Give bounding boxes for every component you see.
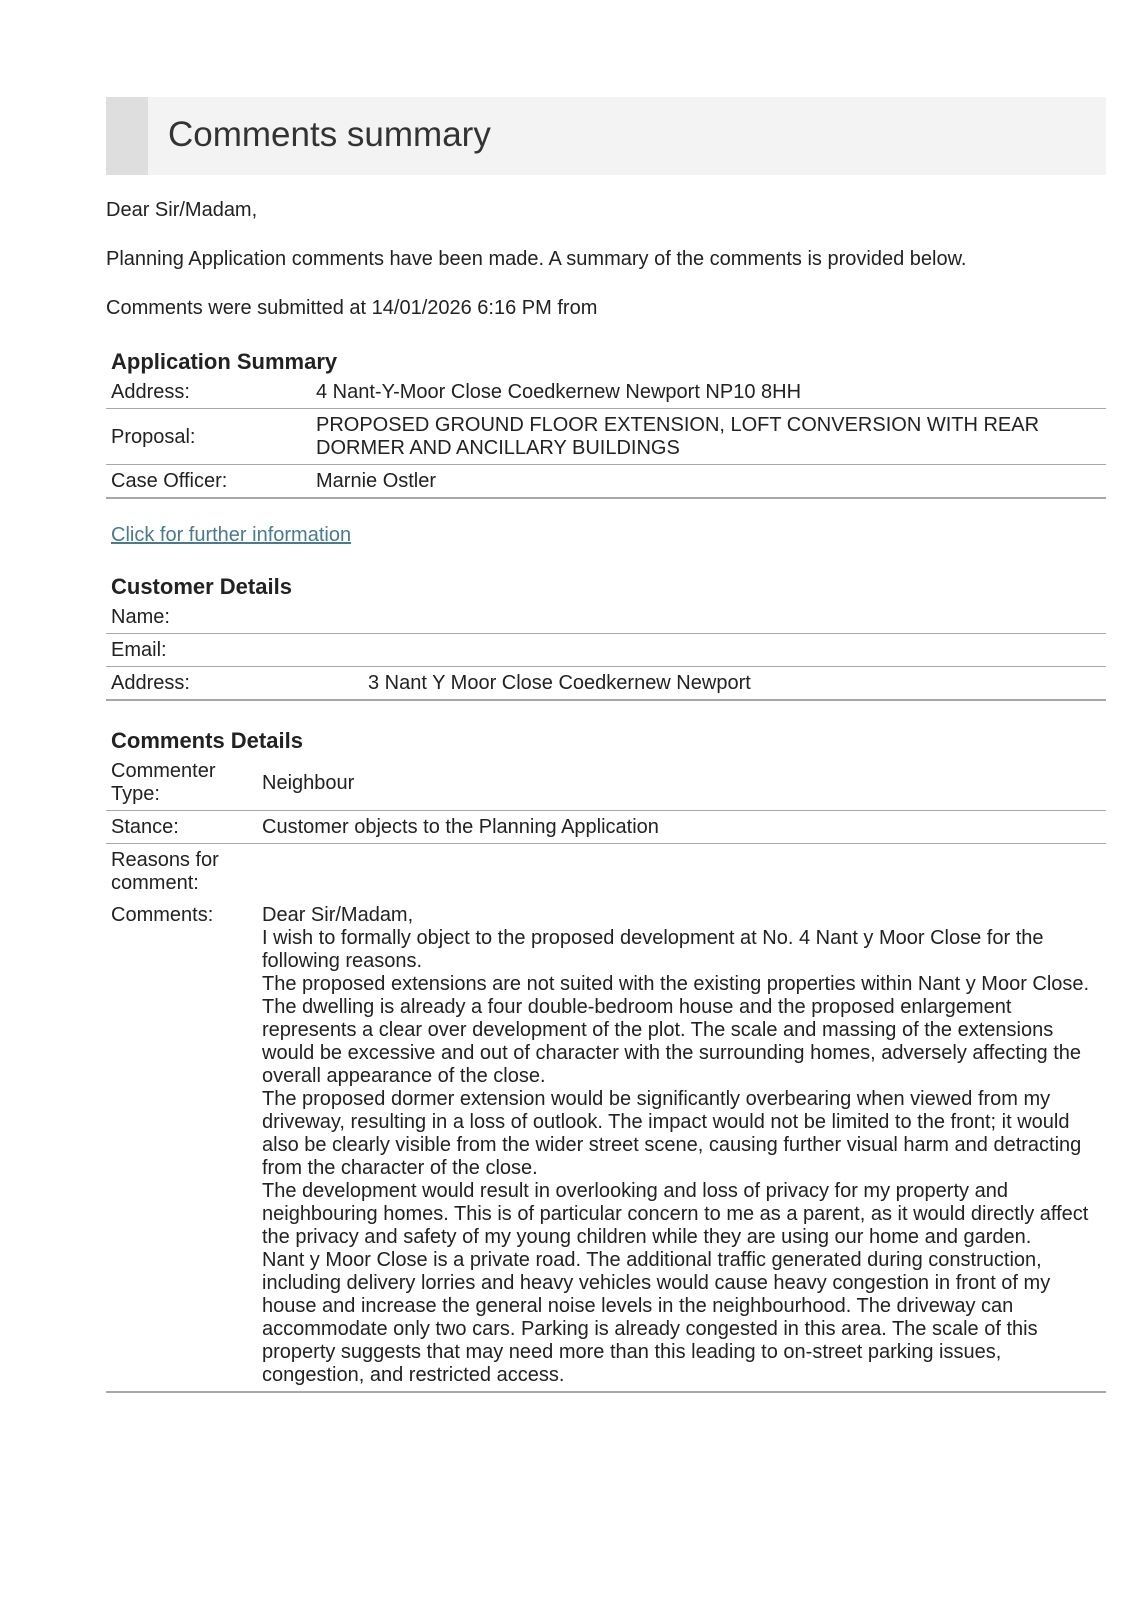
table-row [106, 811, 1106, 844]
row-value [363, 601, 1106, 634]
intro-line: Planning Application comments have been made. A summary of the comments is provided below. [106, 248, 967, 270]
table-row [106, 844, 1106, 900]
row-value: Marnie Ostler [311, 465, 1106, 499]
greeting: Dear Sir/Madam, [106, 199, 258, 221]
row-label: Proposal: [106, 409, 311, 465]
document-page [106, 97, 1106, 1393]
row-value: Customer objects to the Planning Application [257, 811, 1106, 844]
table-row [106, 667, 1106, 701]
comments-details-table [106, 755, 1106, 1393]
further-information-link[interactable]: Click for further information [111, 524, 352, 546]
row-label: Address: [106, 376, 311, 409]
row-label: Reasons for comment: [111, 849, 219, 894]
application-summary-title: Application Summary [111, 349, 338, 374]
table-row [106, 376, 1106, 409]
submitted-line: Comments were submitted at 14/01/2026 6:16 PM from [106, 297, 598, 319]
row-label: Stance: [106, 811, 257, 844]
table-row [106, 601, 1106, 634]
title-bar [106, 97, 1106, 175]
customer-details-table [106, 601, 1106, 701]
table-row [106, 755, 1106, 811]
table-row [106, 634, 1106, 667]
row-label: Comments: [106, 899, 257, 1392]
comments-details-title: Comments Details [111, 728, 303, 753]
row-value: PROPOSED GROUND FLOOR EXTENSION, LOFT CONVERSION WITH REAR DORMER AND ANCILLARY BUILDINGS [311, 409, 1106, 465]
row-value [257, 844, 1106, 900]
comment-text: Dear Sir/Madam, I wish to formally object to the proposed development at No. 4 Nant y Moor Close for the following reasons. The proposed extensions are not suited with the existing properties within Nant y Moor Close. The dwelling is already a four double-bedroom house and the proposed enlargement represents a clear over development of the plot. The scale and massing of the extensions would be excessive and out of character with the surrounding homes, adversely affecting the overall appearance of the close. The proposed dormer extension would be significantly overbearing when viewed from my driveway, resulting in a loss of outlook. The impact would not be limited to the front; it would also be clearly visible from the wider street scene, causing further visual harm and detracting from the character of the close. The development would result in overlooking and loss of privacy for my property and neighbouring homes. This is of particular concern to me as a parent, as it would directly affect the privacy and safety of my young children while they are using our home and garden. Nant y Moor Close is a private road. The additional traffic generated during construction, including delivery lorries and heavy vehicles would cause heavy congestion in front of my house and increase the general noise levels in the neighbourhood. The driveway can accommodate only two cars. Parking is already congested in this area. The scale of this property suggests that may need more than this leading to on-street parking issues, congestion, and restricted access. [257, 899, 1106, 1392]
row-label: Name: [106, 601, 363, 634]
table-row [106, 465, 1106, 499]
table-row [106, 409, 1106, 465]
row-value: Neighbour [257, 755, 1106, 811]
page-title: Comments summary [168, 115, 491, 154]
customer-details-title: Customer Details [111, 574, 292, 599]
row-label: Commenter Type: [106, 755, 257, 811]
row-value: 4 Nant-Y-Moor Close Coedkernew Newport NP10 8HH [311, 376, 1106, 409]
row-label: Email: [106, 634, 363, 667]
table-row [106, 899, 1106, 1392]
title-accent [106, 97, 148, 175]
row-label: Case Officer: [106, 465, 311, 499]
row-label: Address: [106, 667, 363, 701]
row-value: 3 Nant Y Moor Close Coedkernew Newport [363, 667, 1106, 701]
row-value [363, 634, 1106, 667]
application-summary-table [106, 376, 1106, 499]
